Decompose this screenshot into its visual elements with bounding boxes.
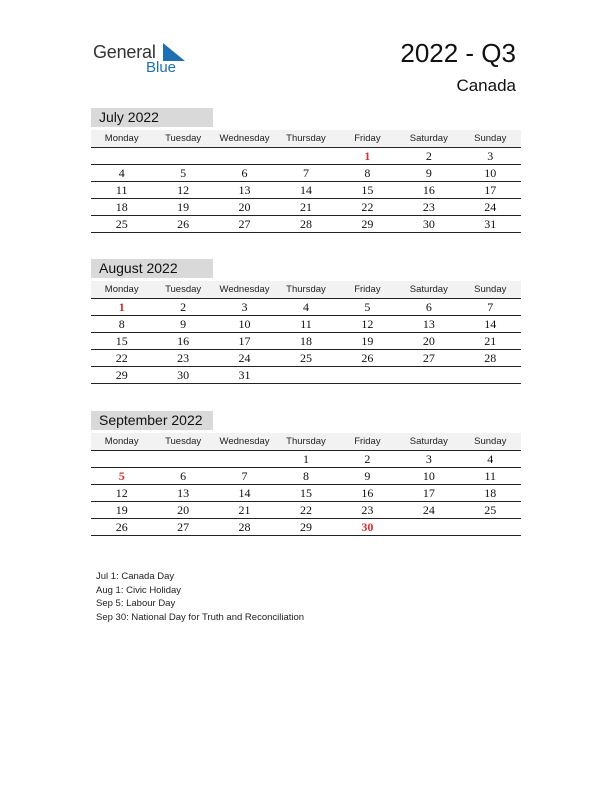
weekday-header: Tuesday	[152, 281, 213, 299]
holiday-notes	[96, 570, 304, 624]
day-cell: 25	[275, 350, 336, 367]
weekday-header: Monday	[91, 281, 152, 299]
weekday-header-row	[91, 433, 521, 451]
day-cell: 19	[91, 502, 152, 519]
day-cell: 1	[337, 148, 398, 165]
day-cell: 13	[152, 485, 213, 502]
day-cell: 30	[152, 367, 213, 384]
day-cell: 15	[275, 485, 336, 502]
weekday-header: Sunday	[460, 433, 521, 451]
day-cell: 23	[337, 502, 398, 519]
day-cell: 17	[460, 182, 521, 199]
day-cell	[460, 367, 521, 384]
day-cell: 22	[91, 350, 152, 367]
day-cell: 14	[460, 316, 521, 333]
country-name: Canada	[456, 76, 516, 95]
week-row	[91, 485, 521, 502]
week-row	[91, 165, 521, 182]
day-cell: 7	[460, 299, 521, 316]
day-cell: 9	[152, 316, 213, 333]
day-cell: 2	[337, 451, 398, 468]
day-cell: 16	[337, 485, 398, 502]
week-row	[91, 350, 521, 367]
day-cell: 1	[91, 299, 152, 316]
day-cell: 8	[275, 468, 336, 485]
weekday-header: Friday	[337, 281, 398, 299]
day-cell: 31	[460, 216, 521, 233]
month-label: July 2022	[91, 108, 213, 127]
week-row	[91, 148, 521, 165]
day-cell: 4	[91, 165, 152, 182]
day-cell: 5	[91, 468, 152, 485]
day-cell	[91, 451, 152, 468]
week-row	[91, 451, 521, 468]
day-cell: 5	[337, 299, 398, 316]
day-cell: 24	[214, 350, 275, 367]
weekday-header: Thursday	[275, 281, 336, 299]
day-cell: 7	[275, 165, 336, 182]
day-cell: 16	[398, 182, 459, 199]
page-title: 2022 - Q3	[400, 38, 516, 68]
weekday-header: Saturday	[398, 281, 459, 299]
day-cell: 24	[460, 199, 521, 216]
weekday-header-row	[91, 130, 521, 148]
weekday-header: Sunday	[460, 281, 521, 299]
day-cell	[275, 367, 336, 384]
day-cell: 12	[152, 182, 213, 199]
day-cell: 20	[152, 502, 213, 519]
weekday-header: Thursday	[275, 433, 336, 451]
day-cell: 30	[337, 519, 398, 536]
day-cell: 23	[152, 350, 213, 367]
day-cell: 26	[91, 519, 152, 536]
weekday-header: Saturday	[398, 130, 459, 148]
day-cell: 20	[398, 333, 459, 350]
day-cell: 21	[275, 199, 336, 216]
weekday-header: Friday	[337, 433, 398, 451]
day-cell: 26	[337, 350, 398, 367]
day-cell: 28	[275, 216, 336, 233]
weekday-header: Tuesday	[152, 130, 213, 148]
day-cell: 3	[214, 299, 275, 316]
day-cell: 21	[214, 502, 275, 519]
day-cell: 15	[91, 333, 152, 350]
day-cell	[398, 519, 459, 536]
day-cell	[398, 367, 459, 384]
day-cell: 25	[460, 502, 521, 519]
day-cell: 6	[398, 299, 459, 316]
day-cell	[275, 148, 336, 165]
weekday-header: Monday	[91, 433, 152, 451]
day-cell: 9	[337, 468, 398, 485]
weekday-header: Friday	[337, 130, 398, 148]
day-cell: 15	[337, 182, 398, 199]
day-cell: 27	[398, 350, 459, 367]
weekday-header: Saturday	[398, 433, 459, 451]
logo-blue-text: Blue	[146, 59, 177, 76]
day-cell: 11	[275, 316, 336, 333]
week-row	[91, 299, 521, 316]
day-cell: 10	[460, 165, 521, 182]
day-cell: 18	[460, 485, 521, 502]
holiday-note: Aug 1: Civic Holiday	[96, 584, 182, 596]
day-cell: 12	[337, 316, 398, 333]
day-cell	[460, 519, 521, 536]
day-cell: 31	[214, 367, 275, 384]
month-table	[91, 281, 521, 384]
weekday-header: Thursday	[275, 130, 336, 148]
holiday-note: Sep 30: National Day for Truth and Reconciliation	[96, 611, 305, 623]
month-block	[91, 411, 521, 536]
month-block	[91, 108, 521, 233]
weekday-header: Tuesday	[152, 433, 213, 451]
day-cell: 10	[214, 316, 275, 333]
day-cell: 3	[460, 148, 521, 165]
day-cell: 5	[152, 165, 213, 182]
day-cell: 29	[275, 519, 336, 536]
week-row	[91, 519, 521, 536]
week-row	[91, 216, 521, 233]
month-block	[91, 259, 521, 384]
day-cell: 11	[91, 182, 152, 199]
day-cell	[152, 148, 213, 165]
brand-logo	[93, 40, 203, 80]
day-cell: 18	[275, 333, 336, 350]
day-cell: 4	[460, 451, 521, 468]
week-row	[91, 468, 521, 485]
weekday-header: Sunday	[460, 130, 521, 148]
day-cell: 7	[214, 468, 275, 485]
day-cell	[152, 451, 213, 468]
weekday-header: Wednesday	[214, 433, 275, 451]
day-cell: 27	[214, 216, 275, 233]
day-cell: 14	[214, 485, 275, 502]
day-cell: 1	[275, 451, 336, 468]
week-row	[91, 502, 521, 519]
month-label: August 2022	[91, 259, 213, 278]
day-cell: 2	[398, 148, 459, 165]
month-label: September 2022	[91, 411, 213, 430]
day-cell: 19	[337, 333, 398, 350]
day-cell: 8	[337, 165, 398, 182]
day-cell: 22	[337, 199, 398, 216]
weekday-header-row	[91, 281, 521, 299]
day-cell: 28	[460, 350, 521, 367]
day-cell: 8	[91, 316, 152, 333]
week-row	[91, 333, 521, 350]
day-cell	[214, 148, 275, 165]
day-cell: 19	[152, 199, 213, 216]
day-cell: 17	[214, 333, 275, 350]
day-cell: 18	[91, 199, 152, 216]
day-cell: 2	[152, 299, 213, 316]
day-cell: 22	[275, 502, 336, 519]
day-cell	[91, 148, 152, 165]
month-table	[91, 433, 521, 536]
day-cell: 30	[398, 216, 459, 233]
day-cell: 21	[460, 333, 521, 350]
day-cell: 3	[398, 451, 459, 468]
day-cell: 25	[91, 216, 152, 233]
day-cell: 16	[152, 333, 213, 350]
day-cell: 14	[275, 182, 336, 199]
day-cell: 20	[214, 199, 275, 216]
week-row	[91, 199, 521, 216]
day-cell: 12	[91, 485, 152, 502]
day-cell: 23	[398, 199, 459, 216]
day-cell: 17	[398, 485, 459, 502]
month-table	[91, 130, 521, 233]
week-row	[91, 182, 521, 199]
day-cell	[337, 367, 398, 384]
day-cell: 6	[214, 165, 275, 182]
holiday-note: Jul 1: Canada Day	[96, 571, 175, 582]
weekday-header: Wednesday	[214, 281, 275, 299]
weekday-header: Wednesday	[214, 130, 275, 148]
day-cell: 29	[91, 367, 152, 384]
day-cell: 4	[275, 299, 336, 316]
day-cell: 10	[398, 468, 459, 485]
week-row	[91, 316, 521, 333]
week-row	[91, 367, 521, 384]
day-cell: 24	[398, 502, 459, 519]
day-cell: 6	[152, 468, 213, 485]
day-cell	[214, 451, 275, 468]
weekday-header: Monday	[91, 130, 152, 148]
day-cell: 9	[398, 165, 459, 182]
day-cell: 13	[214, 182, 275, 199]
holiday-note: Sep 5: Labour Day	[96, 598, 176, 609]
day-cell: 13	[398, 316, 459, 333]
day-cell: 27	[152, 519, 213, 536]
day-cell: 11	[460, 468, 521, 485]
day-cell: 29	[337, 216, 398, 233]
day-cell: 26	[152, 216, 213, 233]
day-cell: 28	[214, 519, 275, 536]
logo-general-text: General	[93, 42, 156, 62]
